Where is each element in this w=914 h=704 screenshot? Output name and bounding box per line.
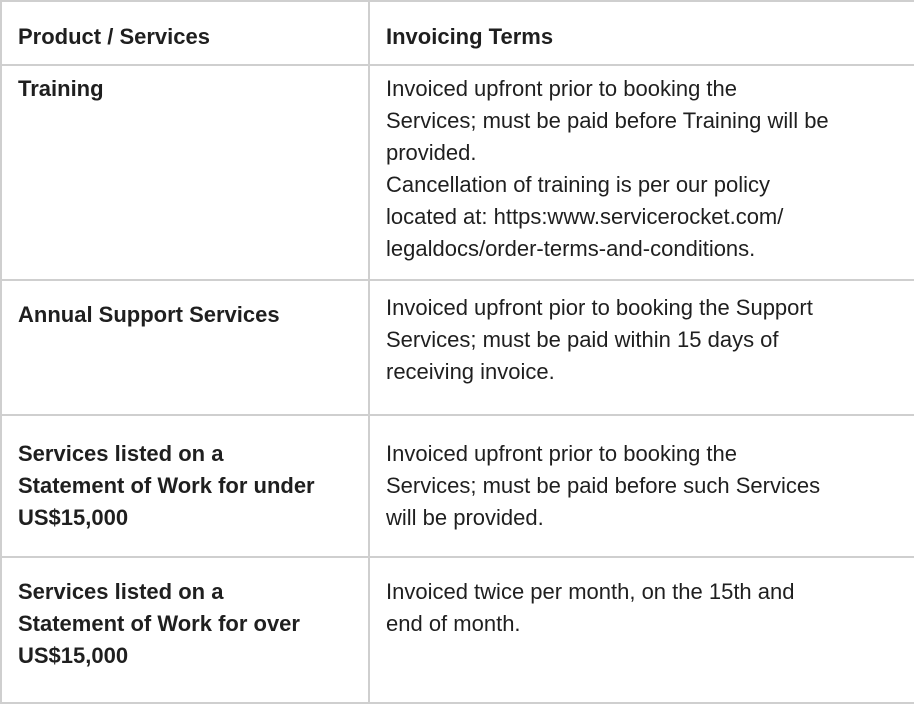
product-line: Annual Support Services [18, 302, 280, 327]
terms-cell [369, 65, 914, 280]
terms-cell [369, 557, 914, 703]
header-product-cell [1, 1, 369, 65]
table-row [1, 415, 914, 557]
terms-line: Invoiced twice per month, on the 15th and [386, 579, 795, 604]
terms-cell [369, 280, 914, 415]
terms-line: Services; must be paid before Training will be [386, 108, 829, 133]
terms-line: Invoiced upfront prior to booking the [386, 76, 738, 101]
terms-line: provided. [386, 140, 477, 165]
header-product-label: Product / Services [18, 24, 210, 49]
table-row [1, 280, 914, 415]
product-line: Training [18, 76, 104, 101]
product-cell [1, 280, 369, 415]
product-line: Services listed on a [18, 441, 224, 466]
table-row [1, 557, 914, 703]
table-row [1, 65, 914, 280]
product-line: US$15,000 [18, 643, 129, 668]
table-header-row [1, 1, 914, 65]
terms-line: located at: https:www.servicerocket.com/ [386, 204, 784, 229]
terms-line: Invoiced upfront pior to booking the Support [386, 295, 813, 320]
terms-line: end of month. [386, 611, 521, 636]
terms-cell [369, 415, 914, 557]
terms-line: Services; must be paid before such Services [386, 473, 821, 498]
product-cell [1, 557, 369, 703]
product-line: US$15,000 [18, 505, 129, 530]
terms-line: receiving invoice. [386, 359, 555, 384]
terms-line: Cancellation of training is per our policy [386, 172, 770, 197]
terms-line: Invoiced upfront prior to booking the [386, 441, 738, 466]
terms-line: will be provided. [386, 505, 544, 530]
product-cell [1, 415, 369, 557]
header-terms-cell [369, 1, 914, 65]
product-line: Statement of Work for under [18, 473, 315, 498]
terms-line: legaldocs/order-terms-and-conditions. [386, 236, 756, 261]
product-line: Services listed on a [18, 579, 224, 604]
product-cell [1, 65, 369, 280]
header-terms-label: Invoicing Terms [386, 24, 554, 49]
product-line: Statement of Work for over [18, 611, 300, 636]
terms-line: Services; must be paid within 15 days of [386, 327, 779, 352]
